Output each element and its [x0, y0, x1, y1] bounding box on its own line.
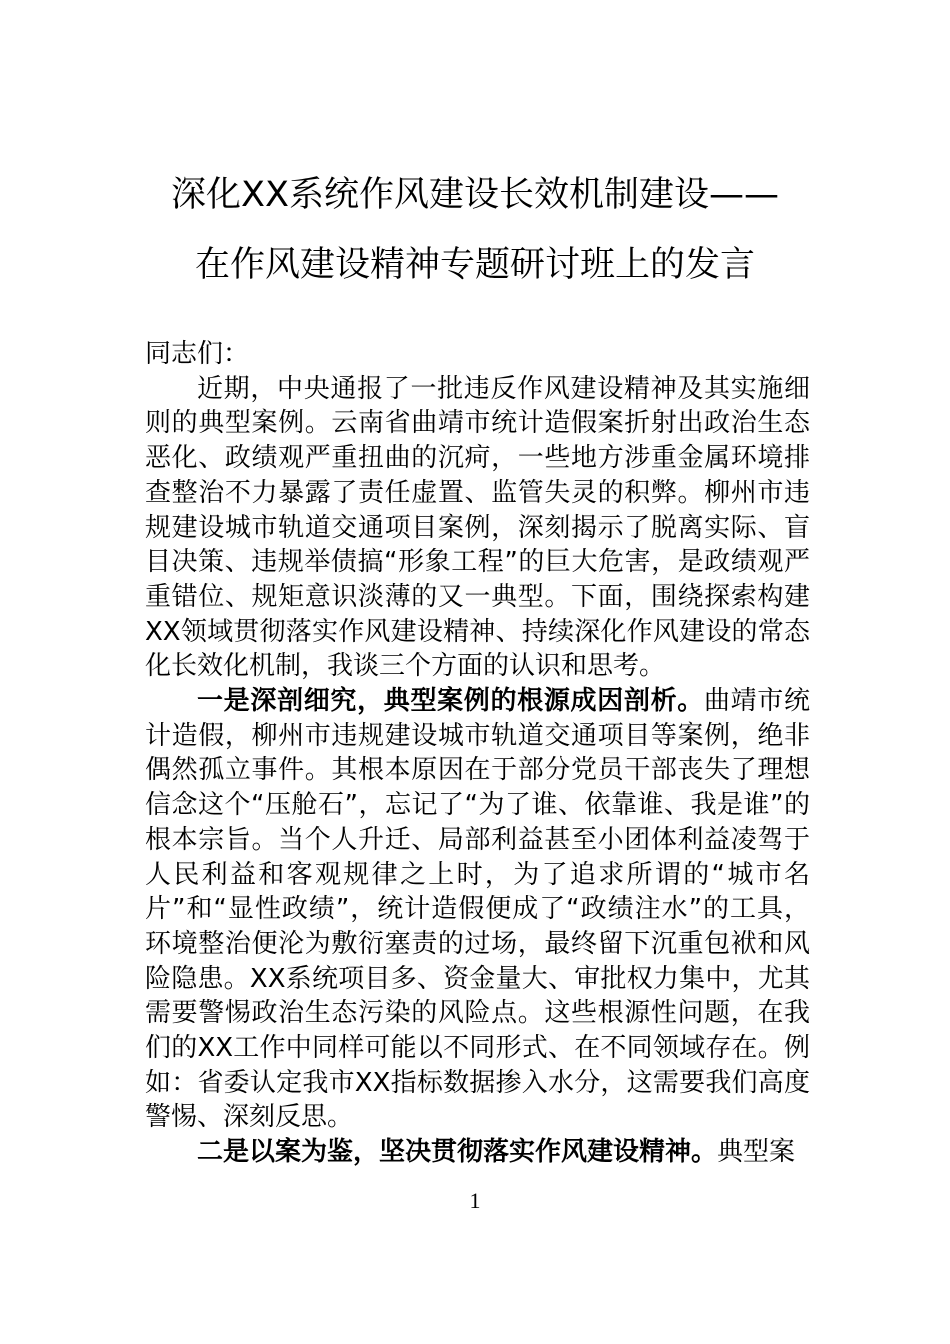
paragraph-lead: 二是以案为鉴，坚决贯彻落实作风建设精神。	[197, 1137, 718, 1168]
document-title-line-2: 在作风建设精神专题研讨班上的发言	[194, 245, 755, 285]
paragraph-text: 典型案	[717, 1137, 796, 1168]
paragraph-intro	[145, 372, 810, 684]
page-number: 1	[469, 1188, 481, 1213]
document-title-line-1: 深化XX系统作风建设长效机制建设——	[171, 175, 779, 215]
paragraph-lead: 一是深剖细究，典型案例的根源成因剖析。	[197, 686, 704, 717]
paragraph-point-one	[145, 684, 810, 1135]
paragraph-point-two	[145, 1135, 810, 1170]
salutation: 同志们：	[145, 339, 250, 369]
document-body	[145, 337, 810, 1170]
paragraph-text: 近期，中央通报了一批违反作风建设精神及其实施细则的典型案例。云南省曲靖市统计造假案折射出政治生态恶化、政绩观严重扭曲的沉疴，一些地方涉重金属环境排查整治不力暴露了责任虚置、监管失灵的积弊。柳州市违规建设城市轨道交通项目案例，深刻揭示了脱离实际、盲目决策、违规举债搞“形象工程”的巨大危害，是政绩观严重错位、规矩意识淡薄的又一典型。下面，围绕探索构建XX领域贯彻落实作风建设精神、持续深化作风建设的常态化长效化机制，我谈三个方面的认识和思考。	[145, 373, 810, 682]
paragraph-text: 曲靖市统计造假，柳州市违规建设城市轨道交通项目等案例，绝非偶然孤立事件。其根本原因在于部分党员干部丧失了理想信念这个“压舱石”，忘记了“为了谁、依靠谁、我是谁”的根本宗旨。当个人升迁、局部利益甚至小团体利益凌驾于人民利益和客观规律之上时，为了追求所谓的“城市名片”和“显性政绩”，统计造假便成了“政绩注水”的工具，环境整治便沦为敷衍塞责的过场，最终留下沉重包袱和风险隐患。XX系统项目多、资金量大、审批权力集中，尤其需要警惕政治生态污染的风险点。这些根源性问题，在我们的XX工作中同样可能以不同形式、在不同领域存在。例如：省委认定我市XX指标数据掺入水分，这需要我们高度警惕、深刻反思。	[145, 686, 810, 1133]
